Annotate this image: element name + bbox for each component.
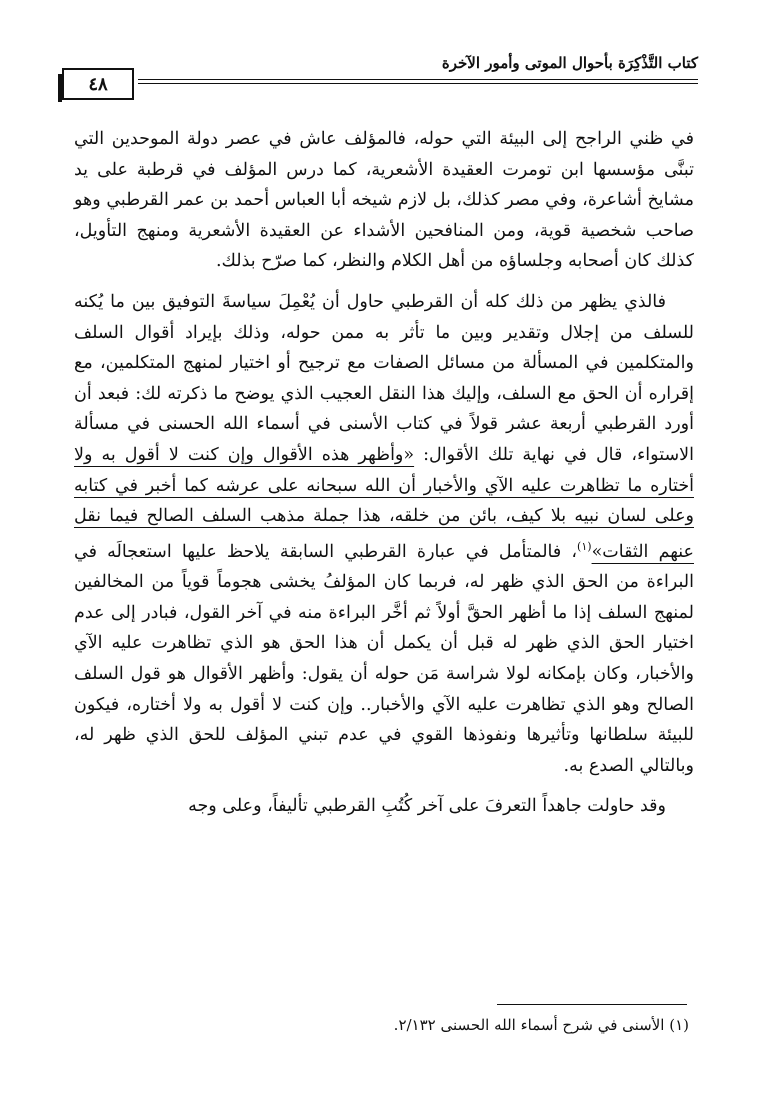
paragraph-3: وقد حاولت جاهداً التعرفَ على آخر كُتُبِ القرطبي تأليفاً، وعلى وجه	[188, 796, 666, 817]
paragraph-1: في ظني الراجح إلى البيئة التي حوله، فالمؤلف عاش في عصر دولة الموحدين التي تبنَّى مؤسسها ابن تومرت العقيدة الأشعرية، كما درس المؤلف في قرطبة على يد مشايخ أشاعرة، وفي مصر كذلك، بل لازم شيخه أبا العباس أحمد بن عمر القرطبي وهو صاحب شخصية قوية، ومن المنافحين الأشداء عن العقيدة الأشعرية ومنهج التأويل، كذلك كان أصحابه وجلساؤه من أهل الكلام والنظر، كما صرّح بذلك.	[74, 129, 694, 272]
header-rule-bottom	[138, 83, 698, 84]
paragraph-2-rest: ، فالمتأمل في عبارة القرطبي السابقة يلاحظ عليها استعجالَه في البراءة من الحق الذي ظهر له، فربما كان المؤلفُ يخشى هجوماً قوياً من المخالفين لمنهج السلف إذا ما أظهر الحقَّ أولاً ثم أخَّر البراءة منه في آخر القول، فبادر إلى عدم اختيار الحق الذي ظهر له قبل أن يكمل أن هذا الحق هو الذي تظاهرت عليه الآي والأخبار، وكان بإمكانه لولا شراسة مَن حوله أن يقول: وأظهر الأقوال هو قول السلف الصالح وهو الذي تظاهرت عليه الآي والأخبار.. وإن كنت لا أقول به ولا أختاره، فيكون للبيئة سلطانها وتأثيرها ونفوذها القوي في عدم تبني المؤلف للحق الذي ظهر له، وبالتالي الصدع به.	[74, 541, 694, 776]
running-title: كتاب التَّذْكِرَة بأحوال الموتى وأمور الآخرة	[441, 54, 698, 72]
paragraph-2	[74, 287, 694, 781]
main-text	[74, 124, 694, 832]
page-number: ٤٨	[62, 68, 134, 100]
footnote-divider	[497, 1004, 687, 1005]
quoted-passage: «وأظهر هذه الأقوال وإن كنت لا أقول به ولا أختاره ما تظاهرت عليه الآي والأخبار أن الله سبحانه على عرشه كما أخبر في كتابه وعلى لسان نبيه بلا كيف، بائن من خلقه، هذا جملة مذهب السلف الصالح فيما نقل عنهم الثقات»	[74, 444, 694, 562]
paragraph-2-intro: فالذي يظهر من ذلك كله أن القرطبي حاول أن يُعْمِلَ سياسةَ التوفيق بين ما يُكنه للسلف من إجلال وتقدير وبين ما تأثر به ممن حوله، وذلك بإيراد أقوال السلف والمتكلمين في المسألة من مسائل الصفات مع ترجيح أو اختيار لمنهج المتكلمين، مع إقراره أن الحق مع السلف، وإليك هذا النقل العجيب الذي يوضح ما ذكرته لك: فبعد أن أورد القرطبي أربعة عشر قولاً في كتاب الأسنى في أسماء الله الحسنى في مسألة الاستواء، قال في نهاية تلك الأقوال:	[74, 291, 694, 465]
footnote-1: (١) الأسنى في شرح أسماء الله الحسنى ٢/١٣٢.	[393, 1016, 689, 1034]
footnote-marker[interactable]: (١)	[577, 539, 592, 553]
page-header	[62, 48, 698, 104]
header-rule-top	[138, 79, 698, 80]
